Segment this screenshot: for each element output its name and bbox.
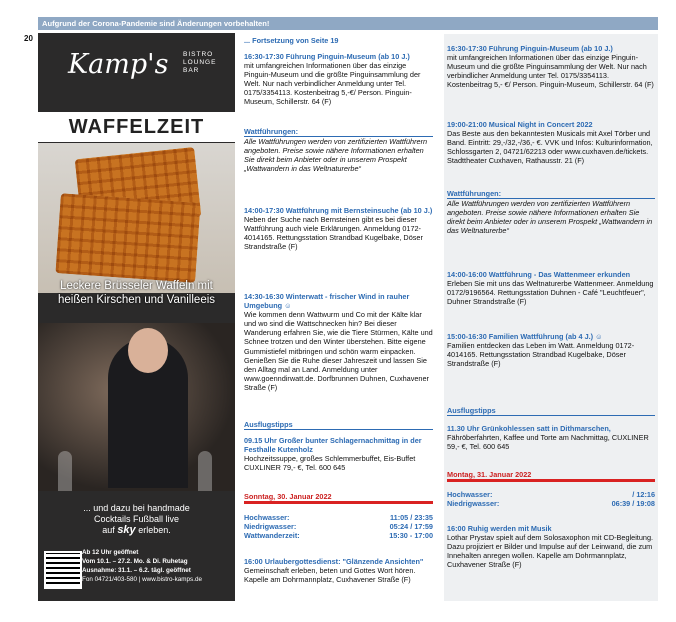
event-wattenmeer-erkunden <box>447 270 655 306</box>
tide-row: Hochwasser: 11:05 / 23:35 <box>244 513 433 522</box>
ad-dazu-3b: erleben. <box>138 525 171 535</box>
event-body: mit umfangreichen Informationen über das einzige Pinguin-Museum und die größte Pinguinsammlung der Welt. Nur nach verbindlicher Anmeldung unter Tel. 0175/3354113. Kostenbeitrag 5,-€/ Person. Pinguin-Museum, Schillerstr. 64 (F) <box>244 61 421 107</box>
page-number: 20 <box>24 34 33 43</box>
event-schlagernachmittag <box>244 436 433 472</box>
ad-logo-sub-2: LOUNGE <box>183 59 217 66</box>
section-intro: Alle Wattführungen werden von zertifizierten Wattführern angeboten. Preise sowie nähere Informationen erhalten Sie direkt beim Anbieter oder in unserem Prospekt „Wattwandern in das Weltnaturerbe“ <box>244 137 428 174</box>
section-ausflugstipps-2 <box>447 406 655 416</box>
event-pinguin-museum <box>244 52 433 107</box>
events-column-middle <box>241 34 436 601</box>
event-body: Hochzeitssuppe, großes Schlemmerbuffet, Eis-Buffet CUXLINER 79,- €, Tel. 600 645 <box>244 454 416 473</box>
event-title: 16:00 Urlaubergottesdienst: "Glänzende Ansichten" <box>244 557 424 566</box>
section-ausflugstipps <box>244 420 433 430</box>
event-title: 14:30-16:30 Winterwatt - frischer Wind in rauher Umgebung ☺ <box>244 292 410 311</box>
section-wattfuehrungen-2 <box>447 189 655 235</box>
event-body: Erleben Sie mit uns das Weltnaturerbe Wattenmeer. Anmeldung 0172/9196564. Rettungsstation Duhnen - Café "Leuchtfeuer", Duhner Strandstraße (F) <box>447 279 654 307</box>
bistro-advertisement <box>38 33 235 601</box>
ad-dazu-3a: auf <box>102 525 115 535</box>
ad-logo-sub-3: BAR <box>183 67 200 74</box>
section-intro: Alle Wattführungen werden von zertifizierten Wattführern angeboten. Preise sowie nähere Informationen erhalten Sie direkt beim Anbieter oder in unserem Prospekt „Wattwandern in das Weltnaturerbe“ <box>447 199 653 236</box>
ad-dazu-1: ... und dazu bei handmade <box>83 503 190 513</box>
event-title: 15:00-16:30 Familien Wattführung (ab 4 J.) ☺ <box>447 332 603 341</box>
continuation-note: ... Fortsetzung von Seite 19 <box>244 36 339 45</box>
event-body: mit umfangreichen Informationen über das einzige Pinguin-Museum und die größte Pinguinsammlung der Welt. Nur nach verbindlicher Anmeldung unter Tel. 0175/3354113. Kostenbeitrag 5,- €/ Person. Pinguin-Museum, Schillerstr. 64 (F) <box>447 53 654 90</box>
ad-logo-sub <box>183 51 216 75</box>
section-heading: Wattführungen: <box>244 127 433 137</box>
tide-row: Wattwanderzeit: 15:30 - 17:00 <box>244 531 433 541</box>
event-ruhig-werden <box>447 524 655 569</box>
event-body: Das Beste aus den bekanntesten Musicals mit Axel Törber und Band. Eintritt: 29,-/32,-/36,- €. VVK und Infos: Kulturinformation, Schlossgarten 2, 04721/62213 oder www.cuxhaven.de/tickets. Stadttheater Cuxhaven, Rathausstr. 21 (F) <box>447 129 653 166</box>
ad-ribbon: WAFFELZEIT <box>38 112 235 142</box>
day-title: Sonntag, 30. Januar 2022 <box>244 492 433 504</box>
ad-cocktails-text <box>38 503 235 536</box>
event-body: Neben der Suche nach Bernsteinen gibt es bei dieser Wattführung auch viele Erklärungen. Anmeldung 0172-4014165. Rettungsstation Strandbad Kugelbake, Döser Strandstraße (F) <box>244 215 423 252</box>
ad-tagline-1: Leckere Brüsseler Waffeln mit <box>60 280 213 292</box>
event-musical-night <box>447 120 655 165</box>
event-title: 16:30-17:30 Führung Pinguin-Museum (ab 10 J.) <box>447 44 613 53</box>
day-heading-monday <box>447 470 655 482</box>
event-familien-watt <box>447 332 655 368</box>
sky-logo: sky <box>117 524 136 536</box>
ad-hours-3: Ausnahme: 31.1. – 6.2. tägl. geöffnet <box>82 567 191 574</box>
ad-hours-4: Fon 04721/403-580 | www.bistro-kamps.de <box>82 576 202 583</box>
ad-dazu-3 <box>38 525 235 536</box>
notice-banner: Aufgrund der Corona-Pandemie sind Änderungen vorbehalten! <box>38 17 658 30</box>
event-gottesdienst <box>244 557 433 584</box>
day-heading-sunday <box>244 492 433 504</box>
event-bernsteinsuche <box>244 206 433 251</box>
tide-table-sunday <box>244 513 433 540</box>
event-gruenkohlessen <box>447 424 655 451</box>
ad-opening-hours <box>82 548 202 584</box>
event-body: Lothar Prystav spielt auf dem Solosaxophon mit CD-Begleitung. Dazu projiziert er Bilder und Impulse auf der Leinwand, die zum Innehalten anregen wollen. Kapelle am Dohrmannplatz, Cuxhavener Straße (F) <box>447 533 654 570</box>
ad-hours-1: Ab 12 Uhr geöffnet <box>82 549 139 556</box>
waffle-image <box>38 143 235 293</box>
tide-table-monday <box>447 490 655 508</box>
ad-tagline <box>38 279 235 307</box>
section-heading: Ausflugstipps <box>447 406 655 416</box>
ad-hours-2: Vom 10.1. – 27.2. Mo. & Di. Ruhetag <box>82 558 188 565</box>
event-winterwatt <box>244 292 433 392</box>
waffle-front <box>55 193 200 283</box>
section-heading: Ausflugstipps <box>244 420 433 430</box>
ad-logo: Kamp's <box>68 49 169 80</box>
event-body: Wie kommen denn Wattwurm und Co mit der Kälte klar und wo sind die Wattschnecken hin? Bei dieser Wanderung erfahren Sie, wie die Tiere Stürmen, Kälte und Schnee trotzen und den Winter überstehen. Bitte eigene Gummistiefel mitbringen und schön warm einpacken. Genießen Sie die Ruhe dieser Jahreszeit und lassen Sie den Alltag mal an Land. Anmeldung unter www.goenndirwatt.de. Dorfbrunnen Duhnen, Cuxhavener Straße (F) <box>244 310 433 392</box>
event-title: 09.15 Uhr Großer bunter Schlagernachmittag in der Festhalle Kutenholz <box>244 436 422 455</box>
event-title: 16:30-17:30 Führung Pinguin-Museum (ab 10 J.) <box>244 52 410 61</box>
event-body: Gemeinschaft erleben, beten und Gottes Wort hören. Kapelle am Dohrmannplatz, Cuxhavener Straße (F) <box>244 566 416 585</box>
ad-logo-sub-1: BISTRO <box>183 51 214 58</box>
event-body: Familien entdecken das Leben im Watt. Anmeldung 0172-4014165. Rettungsstation Strandbad Kugelbake, Döser Strandstraße (F) <box>447 341 635 369</box>
event-pinguin-museum-2 <box>447 44 655 89</box>
wine-glass <box>58 451 72 491</box>
event-body: Fähröberfahrten, Kaffee und Torte am Nachmittag, CUXLINER 59,- €, Tel. 600 645 <box>447 433 649 452</box>
wine-glass <box>198 451 212 491</box>
tide-row: Niedrigwasser: 05:24 / 17:59 <box>244 522 433 532</box>
tide-row: Hochwasser: / 12:16 <box>447 490 655 499</box>
section-wattfuehrungen <box>244 127 433 173</box>
event-title: 11.30 Uhr Grünkohlessen satt in Dithmarschen, <box>447 424 611 433</box>
section-heading: Wattführungen: <box>447 189 655 199</box>
event-title: 16:00 Ruhig werden mit Musik <box>447 524 552 533</box>
bartender-face <box>128 328 168 373</box>
ad-dazu-2: Cocktails Fußball live <box>93 514 180 524</box>
events-column-right <box>444 34 658 601</box>
ad-tagline-2: heißen Kirschen und Vanilleeis <box>57 294 216 306</box>
day-title: Montag, 31. Januar 2022 <box>447 470 655 482</box>
qr-code <box>44 551 82 589</box>
event-title: 19:00-21:00 Musical Night in Concert 2022 <box>447 120 593 129</box>
event-title: 14:00-16:00 Wattführung - Das Wattenmeer erkunden <box>447 270 631 279</box>
tide-row: Niedrigwasser: 06:39 / 19:08 <box>447 499 655 509</box>
event-title: 14:00-17:30 Wattführung mit Bernsteinsuche (ab 10 J.) <box>244 206 433 215</box>
